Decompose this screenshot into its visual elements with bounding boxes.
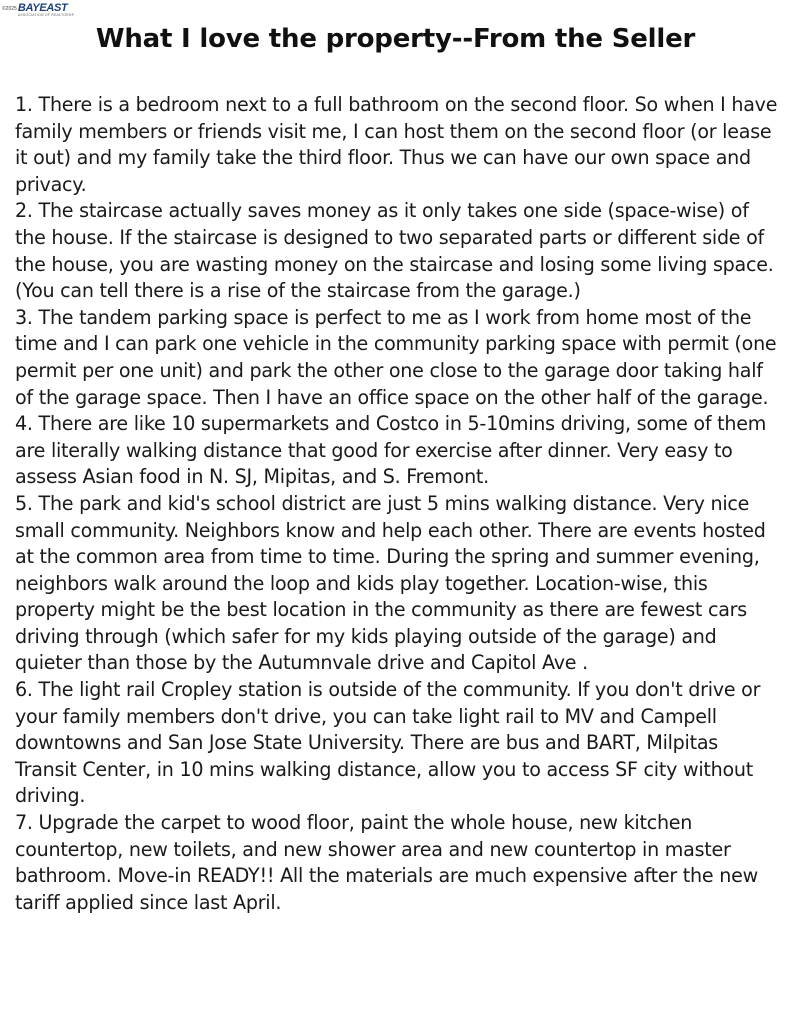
note-item-4: 4. There are like 10 supermarkets and Costco in 5-10mins driving, some of them are literally walking distance that good for exercise after dinner. Very easy to assess Asian food in N. SJ, Mipitas, and S. Fremont. [15, 412, 767, 489]
watermark-tagline: ASSOCIATION OF REALTORS® [17, 13, 75, 17]
note-item-3: 3. The tandem parking space is perfect to me as I work from home most of the time and I can park one vehicle in the community parking space with permit (one permit per one unit) and park the other one close to the garage door taking half of the garage space. Then I have an office space on the other half of the garage. [15, 305, 777, 409]
note-item-5: 5. The park and kid's school district are just 5 mins walking distance. Very nice small community. Neighbors know and help each other. There are events hosted at the common area from time to time. During the spring and summer evening, neighbors walk around the loop and kids play together. Location-wise, this property might be the best location in the community as there are fewest cars driving through (which safer for my kids playing outside of the garage) and quieter than those by the Autumnvale drive and Capitol Ave . [15, 491, 766, 675]
seller-notes [15, 92, 780, 916]
bayeast-watermark [2, 3, 74, 18]
watermark-brand: BAYEAST [17, 2, 68, 14]
document-title: What I love the property--From the Seller [95, 24, 696, 54]
note-item-2: 2. The staircase actually saves money as it only takes one side (space-wise) of the house. If the staircase is designed to two separated parts or different side of the house, you are wasting money on the staircase and losing some living space. (You can tell there is a rise of the staircase from the garage.) [15, 199, 774, 303]
note-item-6: 6. The light rail Cropley station is outside of the community. If you don't drive or your family members don't drive, you can take light rail to MV and Campell downtowns and San Jose State University. There are bus and BART, Milpitas Transit Center, in 10 mins walking distance, allow you to access SF city without driving. [15, 678, 761, 808]
note-item-1: 1. There is a bedroom next to a full bathroom on the second floor. So when I have family members or friends visit me, I can host them on the second floor (or lease it out) and my family take the third floor. Thus we can have our own space and privacy. [15, 93, 778, 196]
bayeast-logo [18, 3, 74, 18]
watermark-copyright: ©2025 [2, 6, 17, 12]
note-item-7: 7. Upgrade the carpet to wood floor, paint the whole house, new kitchen countertop, new toilets, and new shower area and new countertop in master bathroom. Move-in READY!! All the materials are much expensive after the new tariff applied since last April. [15, 811, 758, 914]
